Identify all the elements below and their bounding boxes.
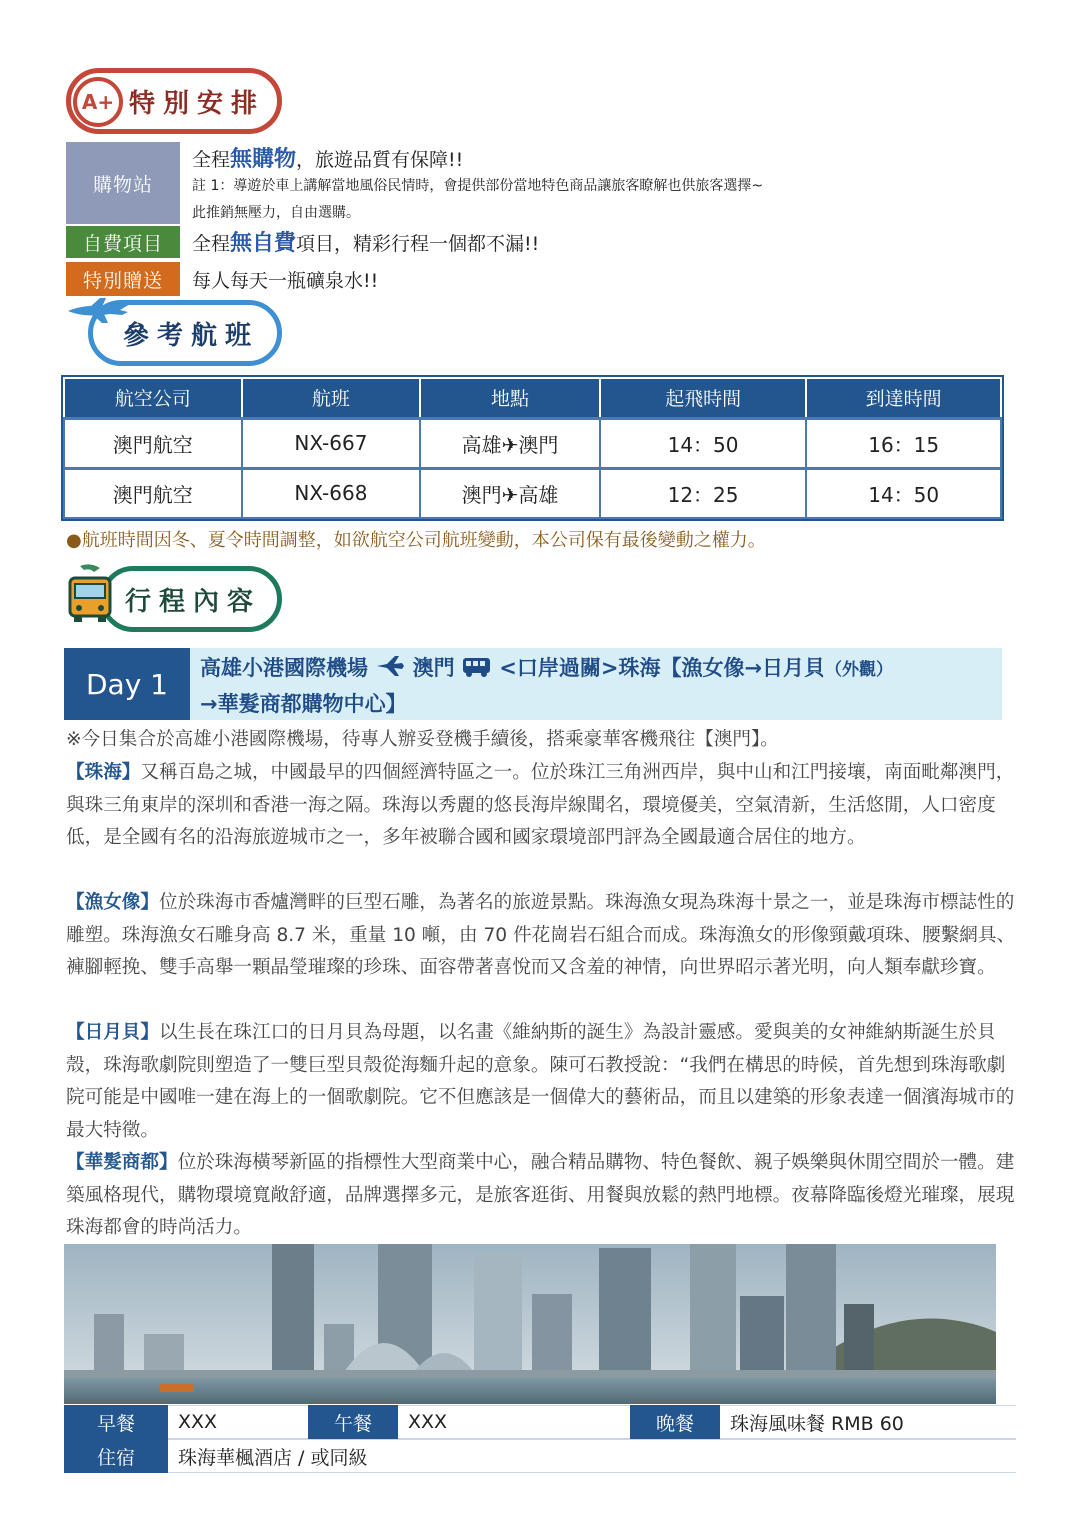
breakfast-label: 早餐	[64, 1405, 168, 1439]
route-cell: 澳門✈高雄	[420, 468, 600, 518]
route-cell: 高雄✈澳門	[420, 418, 600, 468]
flight-table	[63, 377, 1002, 519]
arrival-cell: 16：15	[806, 418, 1001, 468]
optional-line: 全程無自費項目，精彩行程一個都不漏!!	[192, 231, 540, 256]
header-airline: 航空公司	[64, 378, 242, 418]
shopping-note-1: 註 1：導遊於車上講解當地風俗民情時，會提供部份當地特色商品讓旅客瞭解也供旅客選擇~	[192, 178, 764, 194]
airplane-icon	[64, 296, 134, 326]
optional-label: 自費項目	[66, 226, 180, 258]
a-plus-icon: A+	[73, 77, 123, 127]
shopping-note-2: 此推銷無壓力，自由選購。	[192, 205, 360, 221]
shopping-label: 購物站	[66, 142, 180, 224]
header-route: 地點	[420, 378, 600, 418]
special-arrangement-title: 特別安排	[129, 88, 266, 119]
zhuhai-skyline-photo	[64, 1244, 996, 1404]
day-title: 高雄小港國際機場 澳門 <口岸過關>珠海【漁女像→日月貝（外觀） →華髮商都購物中心】	[200, 656, 894, 716]
fisher-girl-paragraph: 【漁女像】位於珠海市香爐灣畔的巨型石雕，為著名的旅遊景點。珠海漁女現為珠海十景之一，並是珠海市標誌性的雕塑。珠海漁女石雕身高 8.7 米，重量 10 噸，由 70 件花崗岩石組合而成。珠海漁女的形像頸戴項珠、腰繫網具、褲腳輕挽、雙手高舉一顆晶瑩璀璨的珍珠、面容帶著喜悅而又含羞的神情，向世界昭示著光明，向人類奉獻珍寶。	[66, 892, 1016, 978]
departure-cell: 12：25	[600, 468, 807, 518]
breakfast-value: XXX	[168, 1405, 308, 1439]
special-arrangement-badge	[66, 68, 282, 134]
dinner-label: 晚餐	[630, 1405, 720, 1439]
lunch-label: 午餐	[308, 1405, 398, 1439]
airline-cell: 澳門航空	[64, 418, 242, 468]
no-optional-highlight: 無自費	[230, 231, 297, 256]
flight-no-cell: NX-667	[242, 418, 421, 468]
huafa-mall-paragraph: 【華髮商都】位於珠海橫琴新區的指標性大型商業中心，融合精品購物、特色餐飲、親子娛樂與休閒空間於一體。建築風格現代，購物環境寬敞舒適，品牌選擇多元，是旅客逛街、用餐與放鬆的熱門地標。夜幕降臨後燈光璀璨，展現珠海都會的時尚活力。	[66, 1152, 1015, 1238]
flight-no-cell: NX-668	[242, 468, 421, 518]
no-shopping-highlight: 無購物	[230, 147, 297, 172]
lunch-value: XXX	[398, 1405, 630, 1439]
header-flight-no: 航班	[242, 378, 421, 418]
zhuhai-paragraph: 【珠海】又稱百島之城，中國最早的四個經濟特區之一。位於珠江三角洲西岸，與中山和江門接壤，南面毗鄰澳門，與珠三角東岸的深圳和香港一海之隔。珠海以秀麗的悠長海岸線聞名，環境優美，空氣清新，生活悠閒，人口密度低，是全國有名的沿海旅遊城市之一，多年被聯合國和國家環境部門評為全國最適合居住的地方。	[66, 762, 1015, 848]
airplane-icon	[375, 654, 405, 678]
departure-cell: 14：50	[600, 418, 807, 468]
day-intro: ※今日集合於高雄小港國際機場，待專人辦妥登機手續後，搭乘豪華客機飛往【澳門】。	[66, 729, 779, 750]
flight-table-header	[64, 378, 1001, 418]
header-arrival: 到達時間	[806, 378, 1001, 418]
airline-cell: 澳門航空	[64, 468, 242, 518]
dinner-value: 珠海風味餐 RMB 60	[720, 1405, 1016, 1439]
hotel-label: 住宿	[64, 1439, 168, 1473]
itinerary-title: 行程內容	[125, 586, 262, 617]
gift-text: 每人每天一瓶礦泉水!!	[192, 270, 379, 292]
arrival-cell: 14：50	[806, 468, 1001, 518]
gift-label: 特別贈送	[66, 262, 180, 296]
table-row	[64, 418, 1001, 468]
header-departure: 起飛時間	[600, 378, 807, 418]
table-row	[64, 468, 1001, 518]
day-label: Day 1	[64, 648, 190, 720]
reference-flight-title: 參考航班	[123, 320, 260, 351]
sun-moon-shell-paragraph: 【日月貝】以生長在珠江口的日月貝為母題，以名畫《維納斯的誕生》為設計靈感。愛與美的女神維納斯誕生於貝殼，珠海歌劇院則塑造了一雙巨型貝殼從海麵升起的意象。陳可石教授說：“我們在構思的時候，首先想到珠海歌劇院可能是中國唯一建在海上的一個歌劇院。它不但應該是一個偉大的藝術品，而且以建築的形象表達一個濱海城市的最大特徵。	[66, 1022, 1015, 1141]
shopping-line: 全程無購物，旅遊品質有保障!!	[192, 147, 464, 172]
hotel-value: 珠海華楓酒店 / 或同級	[168, 1439, 1016, 1473]
itinerary-badge	[100, 566, 282, 632]
coach-icon	[462, 654, 492, 676]
flight-note: ●航班時間因冬、夏令時間調整，如欲航空公司航班變動，本公司保有最後變動之權力。	[66, 530, 766, 551]
bus-icon	[66, 562, 114, 624]
